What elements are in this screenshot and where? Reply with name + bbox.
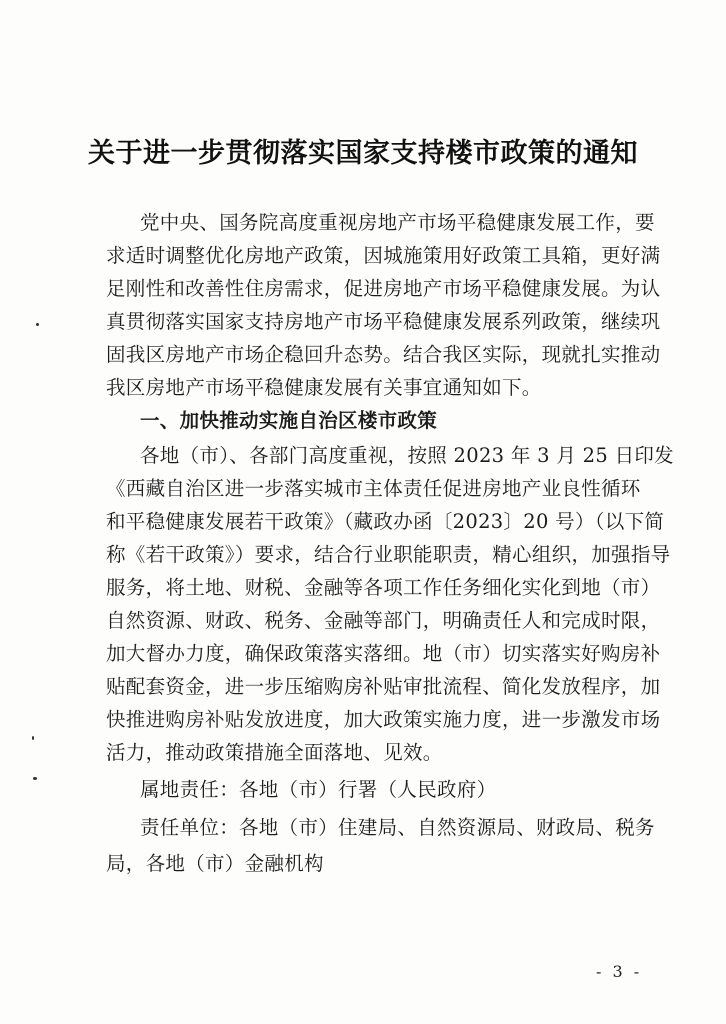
paragraph-line: 自然资源、财政、税务、金融等部门，明确责任人和完成时限， xyxy=(106,609,661,632)
document-title: 关于进一步贯彻落实国家支持楼市政策的通知 xyxy=(88,138,638,169)
paragraph-line: 足刚性和改善性住房需求，促进房地产市场平稳健康发展。为认 xyxy=(106,277,661,300)
responsible-units-line: 责任单位：各地（市）住建局、自然资源局、财政局、税务 xyxy=(140,816,655,839)
paragraph-line: 党中央、国务院高度重视房地产市场平稳健康发展工作，要 xyxy=(140,211,655,234)
section-heading: 一、加快推动实施自治区楼市政策 xyxy=(140,409,438,432)
paragraph-line: 服务，将土地、财税、金融等各项工作任务细化实化到地（市） xyxy=(106,576,661,599)
scan-speck xyxy=(36,323,39,326)
paragraph-line: 快推进购房补贴发放进度，加大政策实施力度，进一步激发市场 xyxy=(106,708,661,731)
paragraph-line: 活力，推动政策措施全面落地、见效。 xyxy=(106,741,443,764)
paragraph-line: 求适时调整优化房地产政策，因城施策用好政策工具箱，更好满 xyxy=(106,244,661,267)
scan-speck xyxy=(32,736,34,740)
paragraph-line: 各地（市）、各部门高度重视，按照 2023 年 3 月 25 日印发 xyxy=(140,444,674,467)
local-responsibility-line: 属地责任：各地（市）行署（人民政府） xyxy=(140,778,497,801)
paragraph-line: 真贯彻落实国家支持房地产市场平稳健康发展系列政策，继续巩 xyxy=(106,310,661,333)
paragraph-line: 加大督办力度，确保政策落实落细。地（市）切实落实好购房补 xyxy=(106,642,661,665)
paragraph-line: 和平稳健康发展若干政策》（藏政办函〔2023〕20 号）（以下简 xyxy=(106,510,665,533)
page-number: - 3 - xyxy=(596,962,643,981)
paragraph-line: 固我区房地产市场企稳回升态势。结合我区实际，现就扎实推动 xyxy=(106,343,661,366)
paragraph-line: 称《若干政策》）要求，结合行业职能职责，精心组织，加强指导 xyxy=(106,543,671,566)
scan-speck xyxy=(33,777,37,780)
paragraph-line: 《西藏自治区进一步落实城市主体责任促进房地产业良性循环 xyxy=(106,477,641,500)
paragraph-line: 贴配套资金，进一步压缩购房补贴审批流程、简化发放程序，加 xyxy=(106,675,661,698)
responsible-units-continuation: 局，各地（市）金融机构 xyxy=(106,852,324,875)
paragraph-line: 我区房地产市场平稳健康发展有关事宜通知如下。 xyxy=(106,376,542,399)
